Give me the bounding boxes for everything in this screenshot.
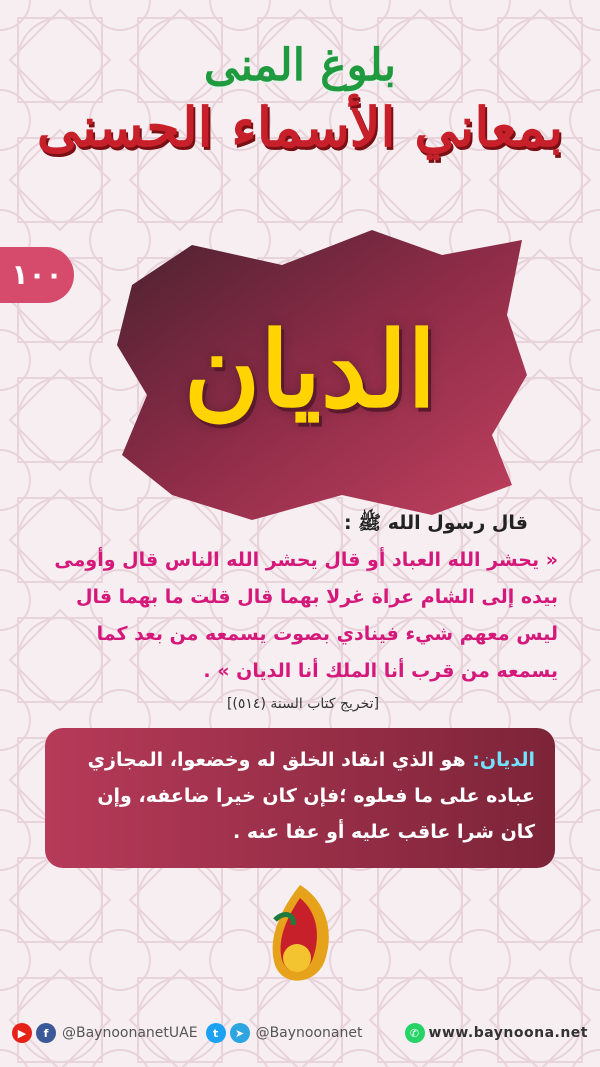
- hadith-intro: قال رسول الله ﷺ :: [343, 512, 528, 534]
- hadith-text: « يحشر الله العباد أو قال يحشر الله الناس قال وأومى بيده إلى الشام عراة غرلا بهما قال قلت ما بهما قال ليس معهم شيء فينادي بصوت يسمعه من بعد كما يسمعه من قرب أنا الملك أنا الديان » .: [54, 549, 558, 682]
- series-title-line1: بلوغ المنى: [203, 40, 397, 91]
- hadith-section: [48, 505, 558, 716]
- divine-name-title: الديان: [183, 308, 437, 431]
- series-header: [0, 40, 600, 162]
- footer-social-bar: [0, 1013, 600, 1053]
- meaning-box: [45, 728, 555, 868]
- hadith-reference: [تخريج كتاب السنة (٥١٤)]: [226, 696, 380, 712]
- baynoona-logo: [255, 880, 345, 995]
- meaning-term: الديان:: [472, 749, 535, 771]
- episode-number-badge: ١٠٠: [0, 247, 74, 303]
- youtube-icon[interactable]: ▶: [12, 1023, 32, 1043]
- meaning-text: هو الذي انقاد الخلق له وخضعوا، المجازي عباده على ما فعلوه ؛فإن كان خيرا ضاعفه، وإن كان شرا عاقب عليه أو عفا عنه .: [87, 749, 535, 843]
- social-handle[interactable]: @Baynoonanet: [255, 1025, 363, 1041]
- website-link[interactable]: www.baynoona.net: [428, 1025, 588, 1041]
- twitter-icon[interactable]: t: [206, 1023, 226, 1043]
- facebook-icon[interactable]: f: [36, 1023, 56, 1043]
- series-title-line2: بمعاني الأسماء الحسنى: [36, 95, 564, 159]
- telegram-icon[interactable]: ➤: [230, 1023, 250, 1043]
- social-handle-uae[interactable]: @BaynoonanetUAE: [62, 1025, 198, 1041]
- whatsapp-icon[interactable]: ✆: [405, 1023, 425, 1043]
